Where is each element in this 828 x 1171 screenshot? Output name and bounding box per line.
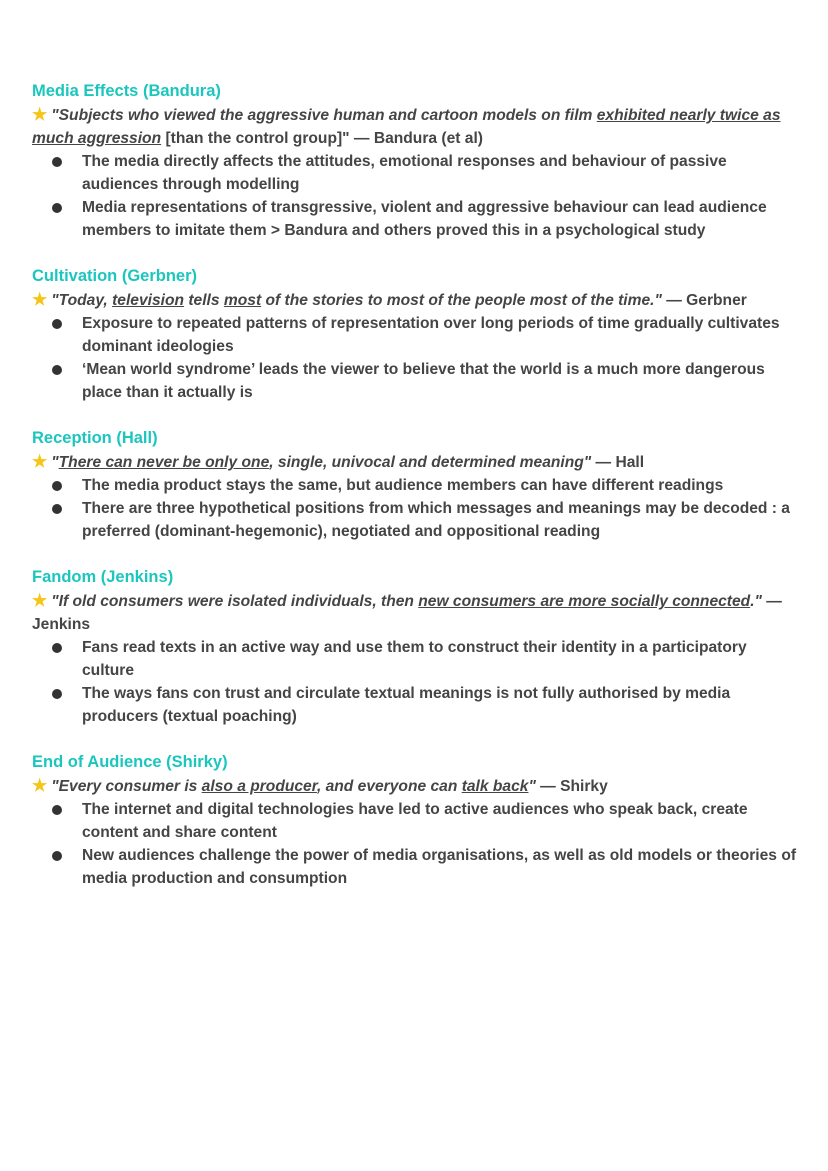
quote-text: , and everyone can: [316, 778, 462, 795]
list-item: [32, 358, 802, 404]
quote-attribution: — Shirky: [535, 778, 608, 795]
bullet-icon: [52, 365, 62, 375]
star-icon: ★: [32, 452, 48, 471]
quote-text: , single, univocal and determined meaning": [269, 454, 592, 471]
quote-text: "Today,: [51, 292, 113, 309]
list-item: [32, 798, 802, 844]
key-quote: [32, 589, 802, 636]
list-item: [32, 474, 802, 497]
quote-text: ": [51, 454, 59, 471]
star-icon: ★: [32, 105, 48, 124]
bullet-icon: [52, 805, 62, 815]
list-item: [32, 844, 802, 890]
quote-emphasis: also a producer: [201, 778, 317, 795]
bullet-icon: [52, 689, 62, 699]
list-item: [32, 497, 802, 543]
list-item: [32, 312, 802, 358]
quote-text: ": [528, 778, 536, 795]
quote-text: of the stories to most of the people most of the time.": [261, 292, 662, 309]
key-quote: [32, 450, 802, 474]
section-reception: [32, 427, 802, 543]
section-heading: End of Audience (Shirky): [32, 753, 228, 771]
quote-text: [than the control group]": [161, 130, 350, 147]
quote-attribution: — Hall: [591, 454, 645, 471]
bullet-text: The media directly affects the attitudes, emotional responses and behaviour of passive audiences through modelling: [82, 153, 727, 193]
quote-text: "If old consumers were isolated individuals, then: [51, 593, 419, 610]
section-heading: Media Effects (Bandura): [32, 82, 221, 100]
list-item: [32, 682, 802, 728]
quote-emphasis: talk back: [461, 778, 529, 795]
bullet-text: The media product stays the same, but audience members can have different readings: [82, 477, 724, 494]
quote-attribution: — Jenkins: [32, 593, 782, 633]
quote-emphasis: most: [223, 292, 262, 309]
quote-emphasis: exhibited nearly twice as much aggression: [32, 107, 781, 147]
bullet-icon: [52, 203, 62, 213]
section-heading: Reception (Hall): [32, 429, 158, 447]
bullet-icon: [52, 643, 62, 653]
bullet-icon: [52, 504, 62, 514]
quote-emphasis: new consumers are more socially connected: [418, 593, 751, 610]
bullet-icon: [52, 157, 62, 167]
bullet-text: There are three hypothetical positions from which messages and meanings may be decoded : a preferred (dominant-hegemonic), negotiated and oppositional reading: [82, 500, 790, 540]
bullet-text: Media representations of transgressive, violent and aggressive behaviour can lead audience members to imitate them > Bandura and others proved this in a psychological study: [82, 199, 767, 239]
quote-text: tells: [184, 292, 224, 309]
bullet-text: ‘Mean world syndrome’ leads the viewer to believe that the world is a much more dangerous place than it actually is: [82, 361, 765, 401]
key-quote: [32, 103, 802, 150]
bullet-text: The ways fans con trust and circulate textual meanings is not fully authorised by media producers (textual poaching): [82, 685, 731, 725]
bullet-text: Fans read texts in an active way and use them to construct their identity in a participatory culture: [82, 639, 747, 679]
list-item: [32, 636, 802, 682]
star-icon: ★: [32, 776, 48, 795]
bullet-icon: [52, 851, 62, 861]
bullet-icon: [52, 481, 62, 491]
section-end-of-audience: [32, 751, 802, 890]
list-item: [32, 196, 802, 242]
star-icon: ★: [32, 290, 48, 309]
quote-emphasis: television: [112, 292, 185, 309]
bullet-text: New audiences challenge the power of media organisations, as well as old models or theories of media production and consumption: [82, 847, 797, 887]
section-media-effects: [32, 80, 802, 242]
quote-text: "Every consumer is: [51, 778, 202, 795]
key-quote: [32, 774, 802, 798]
quote-emphasis: There can never be only one: [58, 454, 270, 471]
section-fandom: [32, 566, 802, 728]
list-item: [32, 150, 802, 196]
key-quote: [32, 288, 802, 312]
bullet-text: Exposure to repeated patterns of representation over long periods of time gradually cultivates dominant ideologies: [82, 315, 780, 355]
quote-attribution: — Bandura (et al): [349, 130, 483, 147]
section-heading: Fandom (Jenkins): [32, 568, 174, 586]
star-icon: ★: [32, 591, 48, 610]
quote-attribution: — Gerbner: [661, 292, 747, 309]
bullet-text: The internet and digital technologies have led to active audiences who speak back, create content and share content: [82, 801, 748, 841]
quote-text: "Subjects who viewed the aggressive human and cartoon models on film: [51, 107, 597, 124]
quote-text: .": [750, 593, 762, 610]
bullet-icon: [52, 319, 62, 329]
section-cultivation: [32, 265, 802, 404]
section-heading: Cultivation (Gerbner): [32, 267, 198, 285]
